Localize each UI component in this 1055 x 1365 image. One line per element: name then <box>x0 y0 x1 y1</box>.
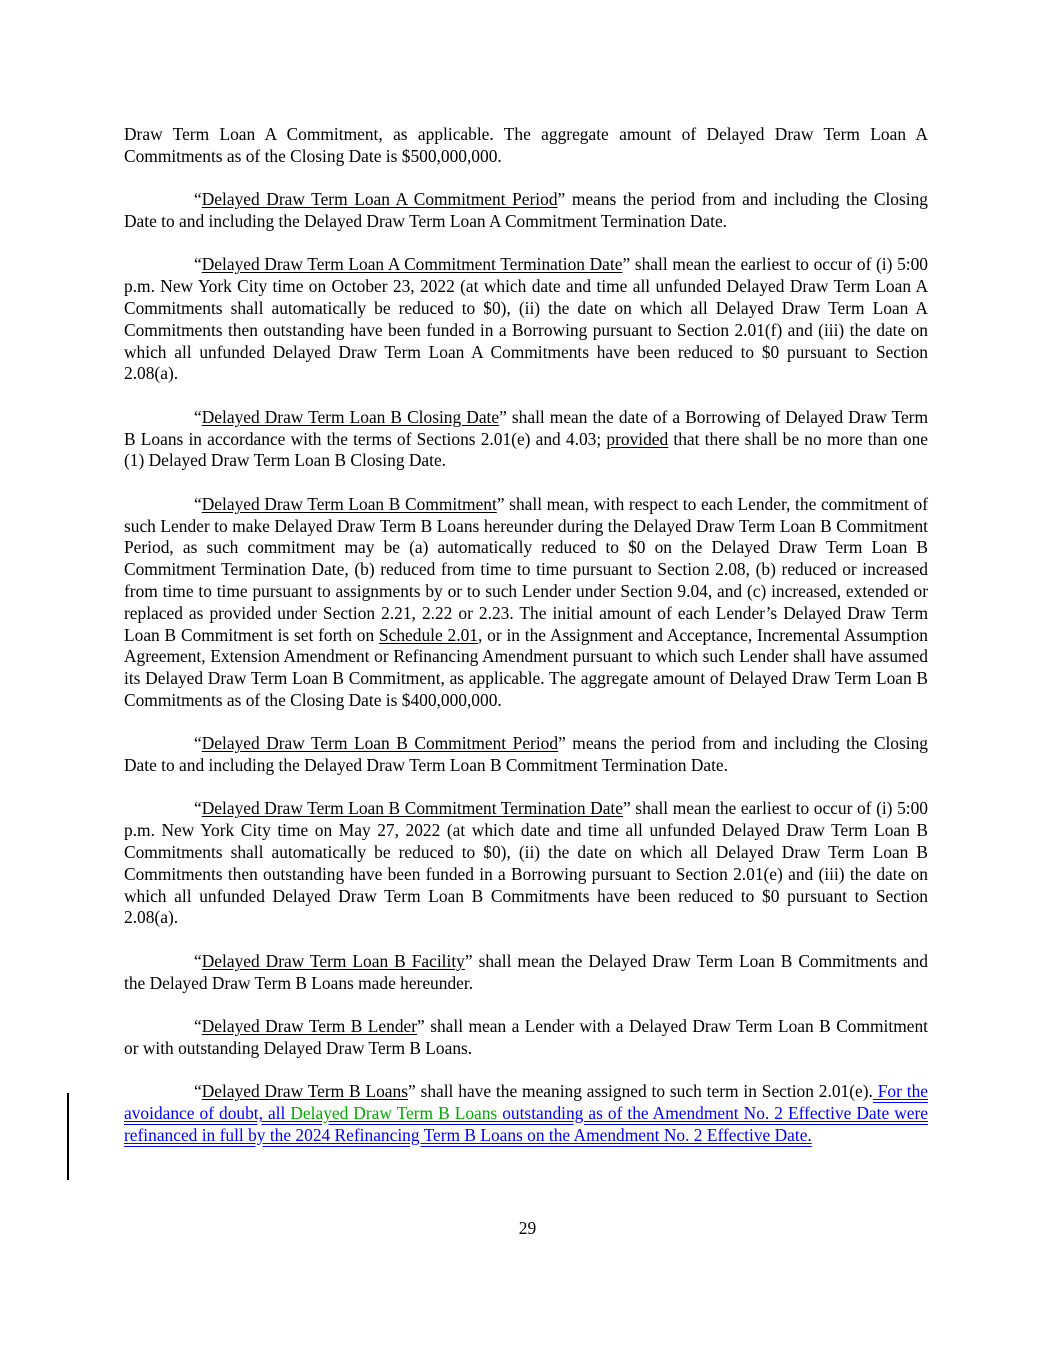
definition-dd-term-loan-b-closing-date <box>124 407 928 472</box>
schedule-reference: Schedule 2.01 <box>378 624 478 645</box>
defined-term: Delayed Draw Term Loan B Commitment Termination Date <box>201 798 623 819</box>
definition-text: ” shall mean the earliest to occur of (i) 5:00 p.m. New York City time on October 23, 2022 (at which date and time all unfunded Delayed Draw Term Loan A Commitments shall automatically be reduced to $0), (ii) the date on which all Delayed Draw Term Loan A Commitments then outstanding have been funded in a Borrowing pursuant to Section 2.01(f) and (iii) the date on which all unfunded Delayed Draw Term Loan A Commitments have been reduced to $0 pursuant to Section 2.08(a). <box>124 254 929 384</box>
open-quote: “ <box>194 1081 202 1102</box>
open-quote: “ <box>194 254 202 275</box>
defined-term: Delayed Draw Term Loan B Commitment Period <box>201 733 559 754</box>
definition-dd-term-loan-b-termination-date <box>124 798 928 929</box>
defined-term: Delayed Draw Term Loan B Facility <box>201 950 465 971</box>
defined-term: Delayed Draw Term B Lender <box>201 1016 418 1037</box>
page-number: 29 <box>518 1218 537 1238</box>
definition-dd-term-b-loans <box>124 1081 928 1146</box>
open-quote: “ <box>194 950 202 971</box>
definition-text: ” means the period from and including the Closing Date to and including the Delayed Draw Term Loan B Commitment Termination Date. <box>124 733 928 776</box>
definition-text: that there shall be no more than one (1) Delayed Draw Term Loan B Closing Date. <box>124 428 928 471</box>
defined-term: Delayed Draw Term B Loans <box>201 1081 408 1102</box>
defined-term: Delayed Draw Term Loan B Closing Date <box>201 406 500 427</box>
provided-term: provided <box>606 428 669 449</box>
definition-text: ” shall mean, with respect to each Lender, the commitment of such Lender to make Delayed Draw Term B Loans hereunder during the Delayed Draw Term Loan B Commitment Period, as such commitment may be (a) automatically reduced to $0 on the Delayed Draw Term Loan B Commitment Termination Date, (b) reduced from time to time pursuant to Section 2.08, (b) reduced or increased from time to time pursuant to assignments by or to such Lender under Section 9.04, and (c) increased, extended or replaced as provided under Section 2.21, 2.22 or 2.23. The initial amount of each Lender’s Delayed Draw Term Loan B Commitment is set forth on <box>124 493 928 645</box>
inserted-text: For the avoidance of doubt, all <box>124 1081 928 1124</box>
definition-dd-term-loan-b-facility <box>124 951 928 995</box>
open-quote: “ <box>194 1016 202 1037</box>
definition-text: ” shall mean the date of a Borrowing of Delayed Draw Term B Loans in accordance with the terms of Sections 2.01(e) and 4.03; <box>124 406 928 449</box>
open-quote: “ <box>194 493 202 514</box>
definition-text: ” shall mean the Delayed Draw Term Loan B Commitments and the Delayed Draw Term B Loans made hereunder. <box>124 950 928 993</box>
defined-term: Delayed Draw Term Loan A Commitment Period <box>201 189 558 210</box>
definition-dd-term-loan-b-commitment <box>124 494 928 712</box>
definition-dd-term-loan-a-commitment-period <box>124 189 928 233</box>
paragraph-text: Draw Term Loan A Commitment, as applicable. The aggregate amount of Delayed Draw Term Loan A Commitments as of the Closing Date is $500,000,000. <box>124 124 928 166</box>
definition-dd-term-loan-a-termination-date <box>124 254 928 385</box>
defined-term: Delayed Draw Term Loan A Commitment Termination Date <box>201 254 623 275</box>
open-quote: “ <box>194 798 202 819</box>
definition-text: ” shall mean the earliest to occur of (i) 5:00 p.m. New York City time on May 27, 2022 (at which date and time all unfunded Delayed Draw Term Loan B Commitments shall automatically be reduced to $0), (ii) the date on which all Delayed Draw Term Loan B Commitments then outstanding have been funded in a Borrowing pursuant to Section 2.01(e) and (iii) the date on which all unfunded Delayed Draw Term Loan B Commitments have been reduced to $0 pursuant to Section 2.08(a). <box>124 798 928 928</box>
open-quote: “ <box>194 189 202 210</box>
moved-text: Delayed Draw Term B Loans <box>290 1103 498 1124</box>
definition-text: ” shall have the meaning assigned to such term in Section 2.01(e). <box>407 1081 873 1102</box>
change-bar <box>67 1093 69 1180</box>
definition-text: , or in the Assignment and Acceptance, Incremental Assumption Agreement, Extension Amendment or Refinancing Amendment pursuant to which such Lender shall have assumed its Delayed Draw Term Loan B Commitment, as applicable. The aggregate amount of Delayed Draw Term Loan B Commitments as of the Closing Date is $400,000,000. <box>124 624 928 710</box>
defined-term: Delayed Draw Term Loan B Commitment <box>201 493 497 514</box>
document-body <box>124 124 928 1168</box>
open-quote: “ <box>194 733 202 754</box>
open-quote: “ <box>194 406 202 427</box>
paragraph-continued <box>124 124 928 168</box>
definition-text: ” shall mean a Lender with a Delayed Draw Term Loan B Commitment or with outstanding Delayed Draw Term B Loans. <box>124 1016 928 1058</box>
definition-dd-term-loan-b-commitment-period <box>124 733 928 777</box>
definition-text: ” means the period from and including the Closing Date to and including the Delayed Draw Term Loan A Commitment Termination Date. <box>124 189 928 231</box>
definition-dd-term-b-lender <box>124 1016 928 1060</box>
inserted-text: outstanding as of the Amendment No. 2 Effective Date were refinanced in full by the 2024 Refinancing Term B Loans on the Amendment No. 2 Effective Date. <box>124 1103 928 1145</box>
